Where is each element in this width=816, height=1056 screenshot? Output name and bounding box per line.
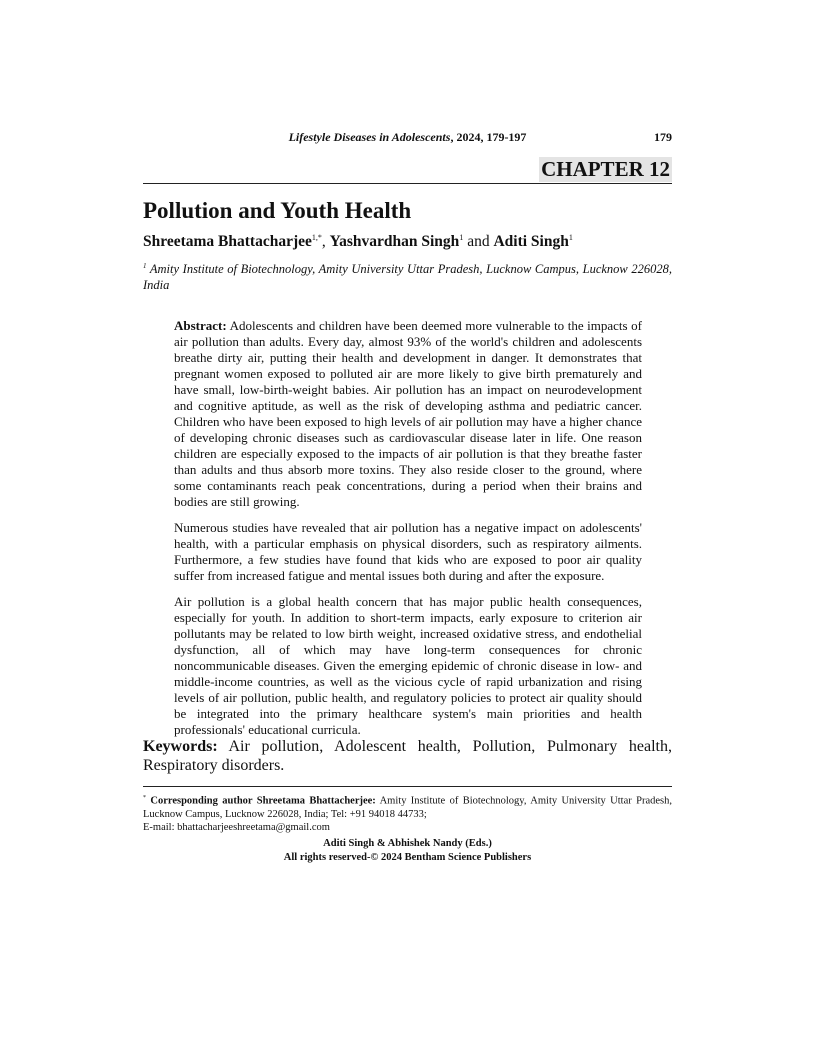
affiliation-text: Amity Institute of Biotechnology, Amity University Uttar Pradesh, Lucknow Campus, Lucknow 226028, India: [143, 262, 672, 292]
editors: Aditi Singh & Abhishek Nandy (Eds.): [323, 838, 492, 849]
author-name: Yashvardhan Singh: [329, 233, 460, 251]
abstract-text: Adolescents and children have been deemed more vulnerable to the impacts of air pollution than adults. Every day, almost 93% of the world's children and adolescents breathe dirty air, putting their health and development in danger. It demonstrates that pregnant women exposed to polluted air are more likely to give birth prematurely and have small, low-birth-weight babies. Air pollution has an impact on neurodevelopment and cognitive aptitude, as well as the risk of developing asthma and pediatric cancer. Children who have been exposed to high levels of air pollution may have a higher chance of developing chronic diseases such as cardiovascular disease later in life. One reason children are especially exposed to the impacts of air pollution is that they breathe faster than adults and thus absorb more toxins. They also reside closer to the ground, where some contaminants reach peak concentrations, during a period when their brains and bodies are still growing.: [174, 318, 642, 509]
journal-details: , 2024, 179-197: [450, 130, 527, 144]
affiliation-sup: 1: [143, 262, 147, 270]
header-divider: [143, 183, 672, 184]
footnote-label: Corresponding author Shreetama Bhattacherjee:: [146, 795, 376, 807]
author-sup: 1: [568, 233, 573, 242]
author-name: Shreetama Bhattacharjee: [143, 233, 312, 251]
abstract-paragraph: Air pollution is a global health concern that has major public health consequences, especially for youth. In addition to short-term impacts, early exposure to criterion air pollutants may be related to low birth weight, increased oxidative stress, and endothelial dysfunction, all of which may have long-term consequences for chronic noncommunicable diseases. Given the emerging epidemic of chronic disease in low- and middle-income countries, as well as the vicious cycle of rapid urbanization and rising levels of air pollution, public health, and regulatory policies to protect air quality should be integrated into the primary healthcare system's main priorities and health professionals' educational curricula.: [174, 594, 642, 737]
keywords-text: Air pollution, Adolescent health, Pollution, Pulmonary health, Respiratory disorders.: [143, 738, 672, 774]
author-list: [143, 233, 573, 251]
keywords-label: Keywords:: [143, 738, 218, 755]
abstract-label: Abstract:: [174, 318, 227, 333]
author-separator: and: [463, 233, 494, 251]
author-sup: 1: [459, 233, 464, 242]
chapter-label: CHAPTER 12: [541, 157, 670, 181]
abstract-paragraph: Numerous studies have revealed that air pollution has a negative impact on adolescents' health, with a particular emphasis on physical disorders, such as respiratory ailments. Furthermore, a few studies have found that kids who are exposed to poor air quality suffer from increased fatigue and mental issues both during and after the exposure.: [174, 520, 642, 583]
author-separator: ,: [321, 233, 330, 251]
chapter-title: Pollution and Youth Health: [143, 198, 412, 223]
keywords: [143, 737, 672, 775]
footnote-divider: [143, 786, 672, 787]
publisher-info: [143, 837, 672, 865]
author-sup: 1,*: [311, 233, 322, 242]
journal-title: Lifestyle Diseases in Adolescents: [288, 130, 451, 144]
affiliation: [143, 259, 672, 293]
copyright: All rights reserved-© 2024 Bentham Science Publishers: [283, 852, 532, 863]
footnote-text: Amity Institute of Biotechnology, Amity University Uttar Pradesh, Lucknow Campus, Lucknow 226028, India; Tel: +91 94018 44733;: [143, 795, 672, 820]
author-name: Aditi Singh: [493, 233, 569, 251]
abstract: [174, 318, 642, 748]
footnote: [143, 792, 672, 834]
page-number: 179: [654, 130, 672, 144]
abstract-paragraph: [174, 318, 642, 510]
footnote-email: E-mail: bhattacharjeeshreetama@gmail.com: [143, 821, 330, 833]
footnote-sup: *: [143, 795, 146, 801]
journal-citation: [143, 130, 672, 145]
